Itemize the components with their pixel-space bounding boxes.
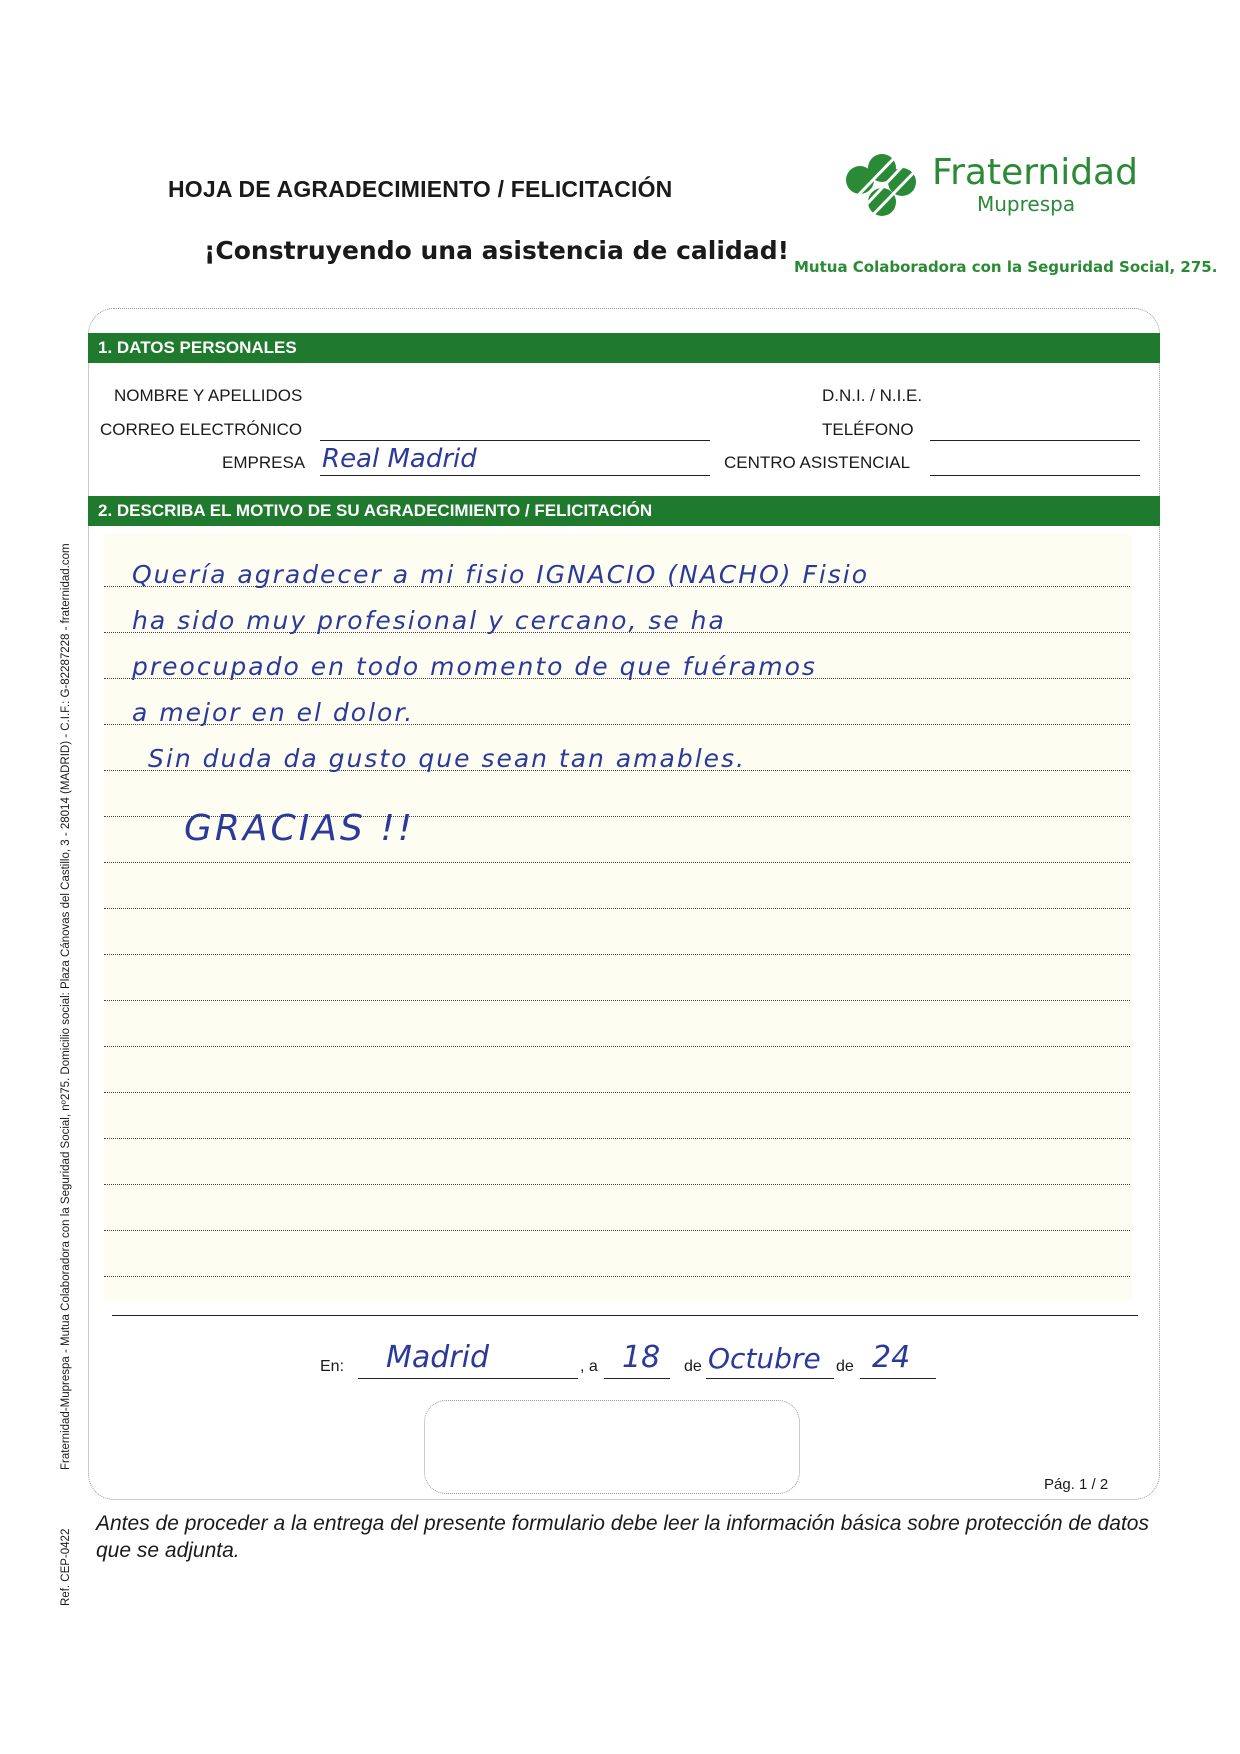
en-label: En: xyxy=(320,1358,345,1375)
mutua-caption: Mutua Colaboradora con la Seguridad Social, 275. xyxy=(794,258,1218,276)
dni-label: D.N.I. / N.I.E. xyxy=(822,386,923,405)
empresa-value: Real Madrid xyxy=(322,444,477,474)
telefono-field[interactable] xyxy=(930,440,1140,441)
message-line: a mejor en el dolor. xyxy=(132,698,415,727)
empresa-field[interactable] xyxy=(320,475,710,476)
telefono-label: TELÉFONO xyxy=(822,420,914,439)
year-field[interactable] xyxy=(860,1378,936,1379)
page-number: Pág. 1 / 2 xyxy=(1044,1476,1109,1493)
form-subtitle: ¡Construyendo una asistencia de calidad! xyxy=(204,236,789,265)
a-label: , a xyxy=(580,1358,598,1375)
stamp-box[interactable] xyxy=(424,1400,800,1494)
day-value: 18 xyxy=(622,1340,661,1375)
ruled-line xyxy=(104,1276,1130,1277)
clover-logo-icon xyxy=(832,150,932,230)
message-bottom-line xyxy=(112,1315,1138,1316)
ruled-line xyxy=(104,862,1130,863)
de1-label: de xyxy=(684,1358,702,1375)
ruled-line xyxy=(104,1092,1130,1093)
centro-label: CENTRO ASISTENCIAL xyxy=(724,453,911,472)
ruled-line xyxy=(104,1138,1130,1139)
message-line: Quería agradecer a mi fisio IGNACIO (NACHO) Fisio xyxy=(132,560,870,589)
legal-sidebar: Fraternidad-Muprespa - Mutua Colaboradora con la Seguridad Social, nº275. Domicilio social: Plaza Cánovas del Castillo, 3 - 28014 (MADRID) - C.I.F.: G-82287228 - fraternidad.com xyxy=(60,543,72,1470)
ruled-line xyxy=(104,1230,1130,1231)
message-line: Sin duda da gusto que sean tan amables. xyxy=(148,744,747,773)
section2-header: 2. DESCRIBA EL MOTIVO DE SU AGRADECIMIENTO / FELICITACIÓN xyxy=(88,496,1160,526)
ruled-line xyxy=(104,1184,1130,1185)
message-line: ha sido muy profesional y cercano, se ha xyxy=(132,606,726,635)
reference-code: Ref. CEP-0422 xyxy=(60,1528,72,1606)
nombre-label: NOMBRE Y APELLIDOS xyxy=(114,386,303,405)
form-title: HOJA DE AGRADECIMIENTO / FELICITACIÓN xyxy=(168,176,673,202)
section1-header: 1. DATOS PERSONALES xyxy=(88,333,1160,363)
ruled-line xyxy=(104,908,1130,909)
month-field[interactable] xyxy=(706,1378,834,1379)
message-line: preocupado en todo momento de que fuéramos xyxy=(132,652,817,681)
ruled-line xyxy=(104,954,1130,955)
city-value: Madrid xyxy=(386,1340,490,1375)
correo-label: CORREO ELECTRÓNICO xyxy=(100,420,303,439)
ruled-line xyxy=(104,1000,1130,1001)
year-value: 24 xyxy=(872,1340,911,1375)
city-field[interactable] xyxy=(358,1378,578,1379)
privacy-note: Antes de proceder a la entrega del presente formulario debe leer la información básica sobre protección de datos que se adjunta. xyxy=(96,1512,1149,1562)
message-line: GRACIAS !! xyxy=(184,808,416,849)
correo-field[interactable] xyxy=(320,440,710,441)
logo-subbrand: Muprespa xyxy=(977,192,1076,216)
ruled-line xyxy=(104,1046,1130,1047)
empresa-label: EMPRESA xyxy=(222,453,306,472)
day-field[interactable] xyxy=(604,1378,670,1379)
message-area[interactable] xyxy=(104,533,1132,1301)
month-value: Octubre xyxy=(708,1342,821,1375)
de2-label: de xyxy=(836,1358,854,1375)
logo-wordmark: Fraternidad xyxy=(932,152,1138,193)
centro-field[interactable] xyxy=(930,475,1140,476)
